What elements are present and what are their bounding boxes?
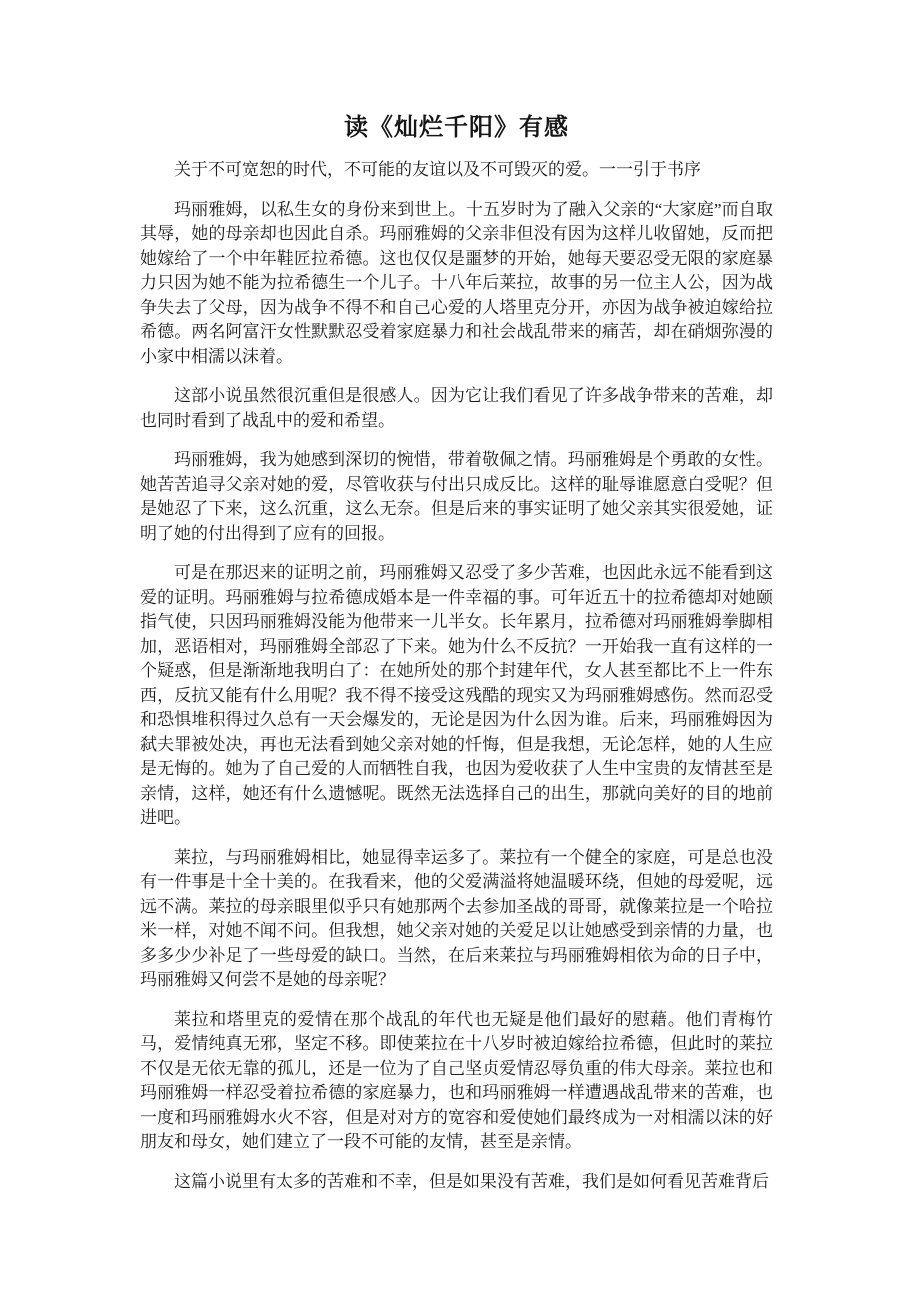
paragraph-truncated: 这篇小说里有太多的苦难和不幸，但是如果没有苦难，我们是如何看见苦难背后 (174, 1171, 769, 1191)
paragraph: 玛丽雅姆，以私生女的身份来到世上。十五岁时为了融入父亲的“大家庭”而自取其辱，她的母亲却也因此自杀。玛丽雅姆的父亲非但没有因为这样儿收留她，反而把她嫁给了一个中年鞋匠拉希德。这也仅仅是噩梦的开始，她每天要忍受无限的家庭暴力只因为她不能为拉希德生一个儿子。十八年后莱拉，故事的另一位主人公，因为战争失去了父母，因为战争不得不和自己心爱的人塔里克分开，亦因为战争被迫嫁给拉希德。两名阿富汗女性默默忍受着家庭暴力和社会战乱带来的痛苦，却在硝烟弥漫的小家中相濡以沫着。 (140, 199, 773, 366)
paragraph: 这部小说虽然很沉重但是很感人。因为它让我们看见了许多战争带来的苦难，却也同时看到了战乱中的爱和希望。 (140, 386, 773, 430)
document-title: 读《灿烂千阳》有感 (344, 114, 569, 141)
paragraph: 莱拉，与玛丽雅姆相比，她显得幸运多了。莱拉有一个健全的家庭，可是总也没有一件事是十全十美的。在我看来，他的父爱满溢将她温暖环绕，但她的母爱呢，远远不满。莱拉的母亲眼里似乎只有她那两个去参加圣战的哥哥，就像莱拉是一个哈拉米一样，对她不闻不问。但我想，她父亲对她的关爱足以让她感受到亲情的力量，也多多少少补足了一些母爱的缺口。当然，在后来莱拉与玛丽雅姆相依为命的日子中，玛丽雅姆又何尝不是她的母亲呢？ (140, 847, 773, 989)
paragraph: 玛丽雅姆，我为她感到深切的惋惜，带着敬佩之情。玛丽雅姆是个勇敢的女性。她苦苦追寻父亲对她的爱，尽管收获与付出只成反比。这样的耻辱谁愿意白受呢？但是她忍了下来，这么沉重，这么无奈。但是后来的事实证明了她父亲其实很爱她，证明了她的付出得到了应有的回报。 (140, 450, 773, 543)
paragraph: 可是在那迟来的证明之前，玛丽雅姆又忍受了多少苦难，也因此永远不能看到这爱的证明。玛丽雅姆与拉希德成婚本是一件幸福的事。可年近五十的拉希德却对她颐指气使，只因玛丽雅姆没能为他带来一儿半女。长年累月，拉希德对玛丽雅姆拳脚相加，恶语相对，玛丽雅姆全部忍了下来。她为什么不反抗？一开始我一直有这样的一个疑惑，但是渐渐地我明白了：在她所处的那个封建年代，女人甚至都比不上一件东西，反抗又能有什么用呢？我不得不接受这残酷的现实又为玛丽雅姆感伤。然而忍受和恐惧堆积得过久总有一天会爆发的，无论是因为什么因为谁。后来，玛丽雅姆因为弑夫罪被处决，再也无法看到她父亲对她的忏悔，但是我想，无论怎样，她的人生应是无悔的。她为了自己爱的人而牺牲自我，也因为爱收获了人生中宝贵的友情甚至是亲情，这样，她还有什么遗憾呢。既然无法选择自己的出生，那就向美好的目的地前进吧。 (140, 563, 773, 827)
paragraph-epigraph: 关于不可宽恕的时代，不可能的友谊以及不可毁灭的爱。一一引于书序 (174, 160, 701, 179)
paragraph: 莱拉和塔里克的爱情在那个战乱的年代也无疑是他们最好的慰藉。他们青梅竹马，爱情纯真无邪，坚定不移。即使莱拉在十八岁时被迫嫁给拉希德，但此时的莱拉不仅是无依无靠的孤儿，还是一位为了自己坚贞爱情忍辱负重的伟大母亲。莱拉也和玛丽雅姆一样忍受着拉希德的家庭暴力，也和玛丽雅姆一样遭遇战乱带来的苦难，也一度和玛丽雅姆水火不容，但是对对方的宽容和爱使她们最终成为一对相濡以沫的好朋友和母女，她们建立了一段不可能的友情，甚至是亲情。 (140, 1009, 773, 1151)
document-body (140, 158, 773, 1194)
